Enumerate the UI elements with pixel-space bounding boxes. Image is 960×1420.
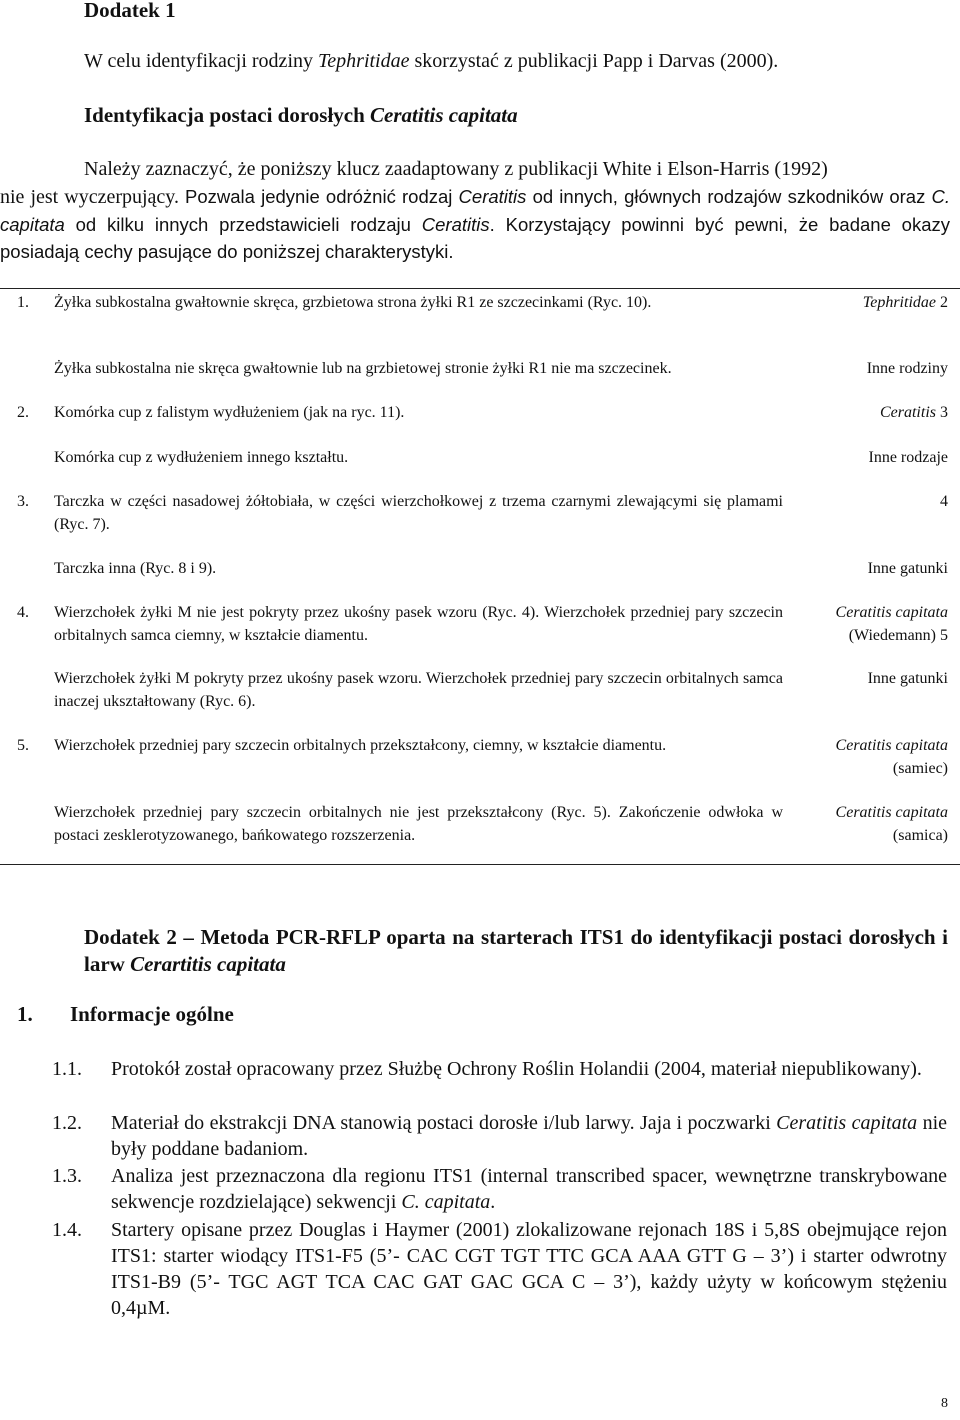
key-row-result: Ceratitis 3 — [879, 404, 948, 421]
item-number: 1.1. — [52, 1058, 82, 1080]
key-row-result: Ceratitis capitata (samica) — [835, 804, 948, 844]
key-row-text: Tarczka inna (Ryc. 8 i 9). — [54, 560, 217, 577]
key-row-number: 3. — [17, 493, 29, 510]
key-row-text: Komórka cup z wydłużeniem innego kształtu. — [54, 449, 349, 466]
item-text: Startery opisane przez Douglas i Haymer (2001) zlokalizowane rejonach 18S i 5,8S obejmujące rejon ITS1: starter wiodący ITS1-F5 (5’- CAC CGT TGT TTC GCA AAA GTT G – 3’) i starter odwrotny ITS1-B9 (5’- TGC AGT TCA CAC GAT GAC GCA C – 3’), każdy użyty w końcowym stężeniu 0,4µM. — [111, 1219, 947, 1319]
appendix2-title: Dodatek 2 – Metoda PCR-RFLP oparta na starterach ITS1 do identyfikacji postaci dorosłych i larw Cerartitis capitata — [84, 925, 948, 976]
key-row-result: Tephritidae 2 — [862, 294, 948, 311]
key-row-number: 1. — [17, 294, 29, 311]
item-text: Materiał do ekstrakcji DNA stanowią postaci dorosłe i/lub larwy. Jaja i poczwarki Ceratitis capitata nie były poddane badaniom. — [111, 1112, 948, 1160]
top-rule — [0, 288, 960, 289]
key-row-text: Wierzchołek żyłki M nie jest pokryty przez ukośny pasek wzoru (Ryc. 4). Wierzchołek przedniej pary szczecin orbitalnych samca ciemny, w kształcie diamentu. — [54, 604, 783, 644]
key-row-text: Wierzchołek przedniej pary szczecin orbitalnych nie jest przekształcony (Ryc. 5). Zakończenie odwłoka w postaci zesklerotyzowanego, bańkowatego rozszerzenia. — [54, 804, 783, 844]
item-number: 1.3. — [52, 1165, 82, 1187]
appendix1-intro: W celu identyfikacji rodziny Tephritidae skorzystać z publikacji Papp i Darvas (2000). — [84, 50, 779, 72]
key-row-result: Inne rodzaje — [868, 449, 948, 466]
appendix1-title: Dodatek 1 — [84, 0, 176, 22]
page-number: 8 — [941, 1396, 948, 1411]
bottom-rule — [0, 864, 960, 865]
appendix1-para-line1: Należy zaznaczyć, że poniższy klucz zaadaptowany z publikacji White i Elson-Harris (1992) — [84, 158, 828, 180]
key-row-number: 5. — [17, 737, 29, 754]
key-row-result: Inne gatunki — [867, 560, 948, 577]
key-row-number: 4. — [17, 604, 29, 621]
key-row-number: 2. — [17, 404, 29, 421]
key-row-result: Ceratitis capitata (samiec) — [835, 737, 948, 777]
key-row-text: Wierzchołek żyłki M pokryty przez ukośny pasek wzoru. Wierzchołek przedniej pary szczecin orbitalnych samca inaczej ukształtowany (Ryc. 6). — [54, 670, 783, 710]
item-number: 1.4. — [52, 1219, 82, 1241]
item-text: Analiza jest przeznaczona dla regionu ITS1 (internal transcribed spacer, wewnętrzne transkrybowane sekwencje rozdzielające) sekwencji C. capitata. — [111, 1165, 947, 1213]
key-row-result: 4 — [940, 493, 948, 510]
key-row-text: Żyłka subkostalna gwałtownie skręca, grzbietowa strona żyłki R1 ze szczecinkami (Ryc. 10). — [54, 294, 652, 311]
key-row-text: Wierzchołek przedniej pary szczecin orbitalnych przekształcony, ciemny, w kształcie diamentu. — [54, 737, 667, 754]
section-number: 1. — [17, 1002, 33, 1026]
key-row-result: Inne rodziny — [866, 360, 948, 377]
key-row-result: Ceratitis capitata (Wiedemann) 5 — [835, 604, 948, 644]
appendix1-subtitle: Identyfikacja postaci dorosłych Ceratitis capitata — [84, 103, 518, 127]
item-number: 1.2. — [52, 1112, 82, 1134]
item-text: Protokół został opracowany przez Służbę Ochrony Roślin Holandii (2004, materiał niepublikowany). — [111, 1058, 922, 1080]
key-row-text: Tarczka w części nasadowej żółtobiała, w części wierzchołkowej z trzema czarnymi zlewającymi się plamami (Ryc. 7). — [54, 493, 783, 533]
key-row-text: Komórka cup z falistym wydłużeniem (jak na ryc. 11). — [54, 404, 405, 421]
section-title: Informacje ogólne — [70, 1002, 234, 1026]
appendix1-para: nie jest wyczerpujący. Pozwala jedynie odróżnić rodzaj Ceratitis od innych, głównych rodzajów szkodników oraz C. capitata od kilku innych przedstawicieli rodzaju Ceratitis. Korzystający powinni być pewni, że badane okazy posiadają cechy pasujące do poniższej charakterystyki. — [0, 186, 951, 262]
key-row-text: Żyłka subkostalna nie skręca gwałtownie lub na grzbietowej stronie żyłki R1 nie ma szczecinek. — [54, 360, 672, 377]
key-row-result: Inne gatunki — [867, 670, 948, 687]
